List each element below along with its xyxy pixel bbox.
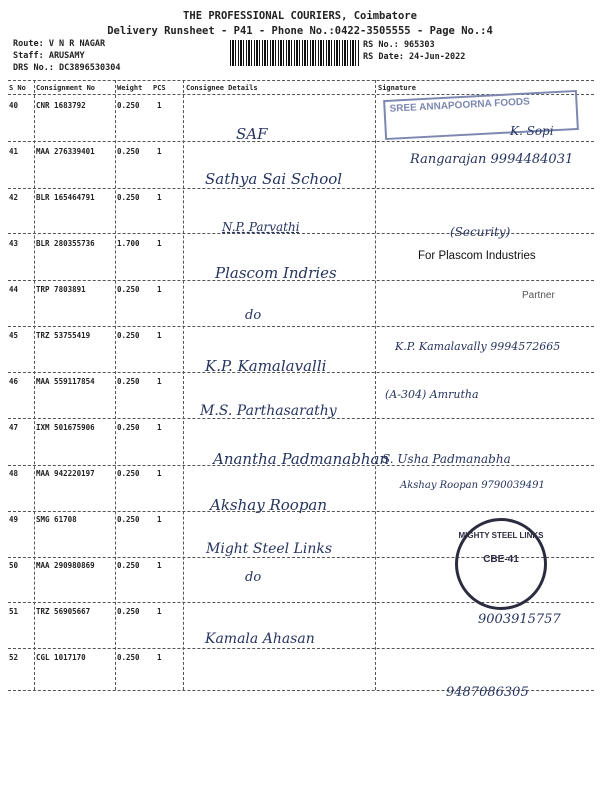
row-weight: 0.250 xyxy=(117,101,140,110)
row-weight: 0.250 xyxy=(117,147,140,156)
row-consignment: BLR 165464791 xyxy=(36,193,95,202)
signature: Rangarajan 9994484031 xyxy=(410,152,574,167)
row-sno: 52 xyxy=(9,653,19,662)
row-pcs: 1 xyxy=(157,653,162,662)
row-sno: 45 xyxy=(9,331,19,340)
signature: (Security) xyxy=(450,225,511,239)
seal-text: MIGHTY STEEL LINKS xyxy=(458,531,544,540)
seal-center: CBE-41 xyxy=(483,554,519,565)
partner-label: Partner xyxy=(522,290,555,301)
consignee-handwritten: M.S. Parthasarathy xyxy=(200,403,337,419)
grid-line xyxy=(8,326,594,327)
consignee-handwritten: Plascom Indries xyxy=(215,264,337,282)
grid-line xyxy=(8,648,594,649)
row-consignment: CNR 1683792 xyxy=(36,101,86,110)
drs-number: DRS No.: DC3896530304 xyxy=(13,63,121,73)
row-sno: 42 xyxy=(9,193,19,202)
consignee-handwritten: N.P. Parvathi xyxy=(222,220,300,234)
signature: 9003915757 xyxy=(478,612,561,627)
grid-col xyxy=(183,80,184,690)
staff-label: Staff: ARUSAMY xyxy=(13,51,85,61)
signature: Akshay Roopan 9790039491 xyxy=(400,480,545,491)
row-weight: 0.250 xyxy=(117,331,140,340)
consignee-handwritten: Sathya Sai School xyxy=(205,170,343,188)
stamp-text: SREE ANNAPOORNA FOODS xyxy=(389,96,531,115)
row-consignment: TRZ 56905667 xyxy=(36,607,91,616)
consignee-handwritten: Anantha Padmanabhan xyxy=(213,450,390,468)
signature: S. Usha Padmanabha xyxy=(382,452,511,466)
row-sno: 49 xyxy=(9,515,19,524)
grid-col xyxy=(115,80,116,690)
row-sno: 44 xyxy=(9,285,19,294)
consignee-handwritten: K.P. Kamalavalli xyxy=(205,357,327,375)
row-pcs: 1 xyxy=(157,607,162,616)
row-consignment: MAA 290980869 xyxy=(36,561,95,570)
row-weight: 0.250 xyxy=(117,285,140,294)
runsheet-title: THE PROFESSIONAL COURIERS, Coimbatore xyxy=(183,10,417,22)
mighty-steel-seal xyxy=(455,518,547,610)
row-sno: 41 xyxy=(9,147,19,156)
row-pcs: 1 xyxy=(157,377,162,386)
row-weight: 0.250 xyxy=(117,423,140,432)
row-consignment: BLR 280355736 xyxy=(36,239,95,248)
plascom-stamp-text: For Plascom Industries xyxy=(418,250,536,262)
col-weight: Weight xyxy=(117,84,143,92)
col-signature: Signature xyxy=(378,84,416,92)
grid-col xyxy=(34,80,35,690)
row-sno: 51 xyxy=(9,607,19,616)
row-consignment: TRZ 53755419 xyxy=(36,331,91,340)
row-pcs: 1 xyxy=(157,239,162,248)
consignee-handwritten: Might Steel Links xyxy=(206,541,333,557)
row-pcs: 1 xyxy=(157,193,162,202)
consignee-handwritten: Akshay Roopan xyxy=(210,496,328,514)
row-pcs: 1 xyxy=(157,331,162,340)
runsheet-subtitle: Delivery Runsheet - P41 - Phone No.:0422-3505555 - Page No.:4 xyxy=(107,25,493,37)
grid-line xyxy=(8,80,594,81)
rs-number: RS No.: 965303 xyxy=(363,40,435,50)
col-consignee: Consignee Details xyxy=(186,84,258,92)
col-sno: S No xyxy=(9,84,26,92)
row-weight: 0.250 xyxy=(117,193,140,202)
row-consignment: CGL 1017170 xyxy=(36,653,86,662)
grid-line xyxy=(8,188,594,189)
barcode xyxy=(230,40,360,66)
row-weight: 0.250 xyxy=(117,561,140,570)
row-consignment: SMG 61708 xyxy=(36,515,77,524)
row-pcs: 1 xyxy=(157,101,162,110)
row-sno: 40 xyxy=(9,101,19,110)
consignee-handwritten: do xyxy=(245,308,262,323)
row-weight: 0.250 xyxy=(117,469,140,478)
rs-date: RS Date: 24-Jun-2022 xyxy=(363,52,466,62)
row-weight: 0.250 xyxy=(117,653,140,662)
row-sno: 46 xyxy=(9,377,19,386)
signature: K.P. Kamalavally 9994572665 xyxy=(395,340,561,353)
signature: (A-304) Amrutha xyxy=(385,388,479,401)
signature: K. Sopi xyxy=(510,124,554,138)
row-pcs: 1 xyxy=(157,423,162,432)
row-pcs: 1 xyxy=(157,561,162,570)
row-pcs: 1 xyxy=(157,469,162,478)
grid-col xyxy=(375,80,376,690)
row-pcs: 1 xyxy=(157,285,162,294)
row-consignment: TRP 7803891 xyxy=(36,285,86,294)
row-consignment: MAA 559117854 xyxy=(36,377,95,386)
row-pcs: 1 xyxy=(157,147,162,156)
consignee-handwritten: do xyxy=(245,570,262,585)
row-sno: 47 xyxy=(9,423,19,432)
consignee-handwritten: Kamala Ahasan xyxy=(205,631,315,647)
row-sno: 43 xyxy=(9,239,19,248)
col-pcs: PCS xyxy=(153,84,166,92)
col-consignment: Consignment No xyxy=(36,84,96,92)
row-sno: 50 xyxy=(9,561,19,570)
row-weight: 0.250 xyxy=(117,515,140,524)
signature: 9487086305 xyxy=(446,685,529,700)
row-sno: 48 xyxy=(9,469,19,478)
row-weight: 0.250 xyxy=(117,377,140,386)
row-weight: 1.700 xyxy=(117,239,140,248)
row-pcs: 1 xyxy=(157,515,162,524)
row-consignment: MAA 276339401 xyxy=(36,147,95,156)
consignee-handwritten: SAF xyxy=(236,125,268,143)
route-label: Route: V N R NAGAR xyxy=(13,39,106,49)
row-consignment: MAA 942220197 xyxy=(36,469,95,478)
grid-line xyxy=(8,141,594,142)
row-consignment: IXM 501675906 xyxy=(36,423,95,432)
row-weight: 0.250 xyxy=(117,607,140,616)
